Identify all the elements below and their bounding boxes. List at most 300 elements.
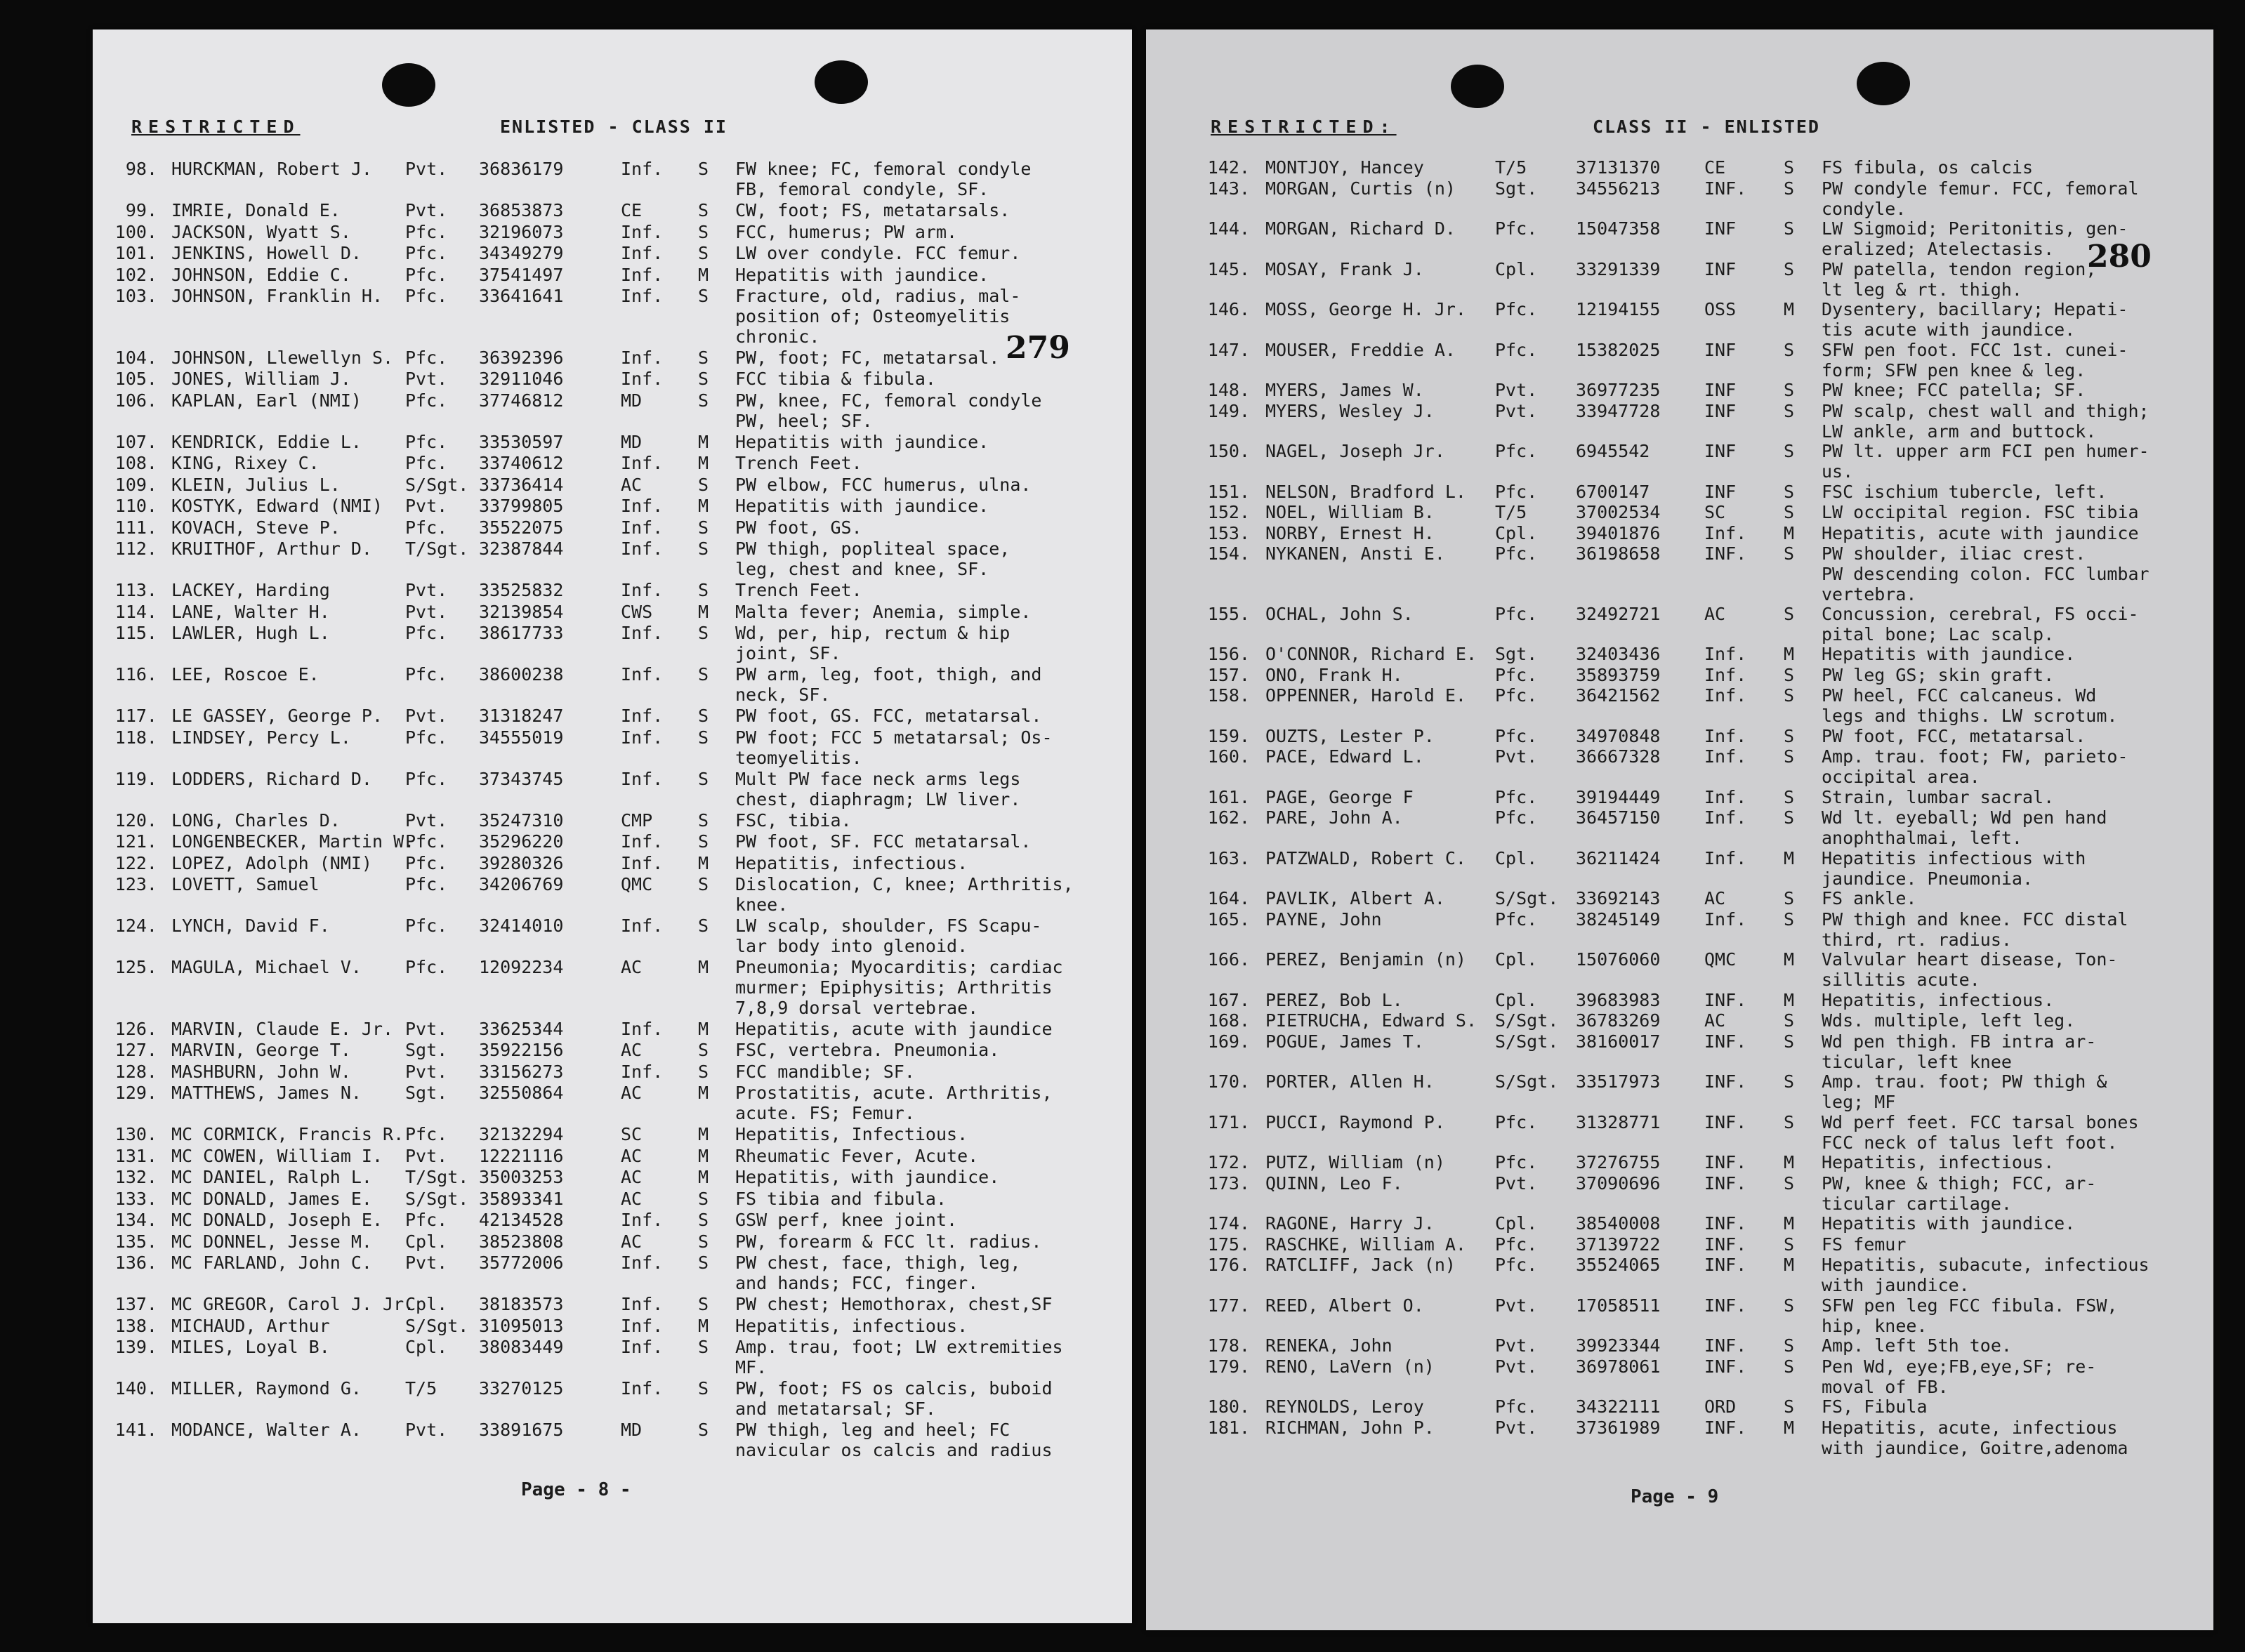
- entry-arm: CWS: [621, 601, 653, 622]
- entry-ms: S: [1784, 603, 1795, 624]
- entry-num: 168.: [1207, 1010, 1250, 1031]
- entry-name: QUINN, Leo F.: [1265, 1172, 1403, 1194]
- entry-arm: INF.: [1704, 1172, 1747, 1194]
- entry-serial: 33947728: [1576, 400, 1661, 421]
- entry-arm: Inf.: [1704, 847, 1747, 868]
- entry-ms: M: [698, 496, 709, 516]
- entry-num: 118.: [114, 727, 157, 748]
- entry-desc: Malta fever; Anemia, simple.: [735, 601, 1032, 622]
- entry-name: MOSAY, Frank J.: [1265, 258, 1424, 279]
- entry-ms: S: [698, 200, 709, 220]
- entry-desc: SFW pen foot. FCC 1st. cunei- form; SFW pen knee & leg.: [1822, 339, 2128, 381]
- entry-desc: Hepatitis with jaundice.: [1822, 644, 2076, 664]
- entry-name: OCHAL, John S.: [1265, 603, 1414, 624]
- entry-arm: AC: [621, 1083, 643, 1103]
- entry-ms: S: [698, 623, 709, 643]
- entry-serial: 32492721: [1576, 603, 1661, 624]
- entry-num: 98.: [125, 159, 157, 179]
- entry-serial: 33517973: [1576, 1071, 1661, 1092]
- entry-serial: 36667328: [1576, 746, 1661, 767]
- entry-desc: Hepatitis, acute with jaundice: [1822, 522, 2139, 543]
- entry-arm: AC: [621, 1040, 643, 1060]
- entry-serial: 32911046: [479, 369, 564, 389]
- entry-name: RICHMAN, John P.: [1265, 1417, 1435, 1438]
- entry-desc: Wds. multiple, left leg.: [1822, 1010, 2076, 1031]
- entry-num: 165.: [1207, 908, 1250, 930]
- entry-serial: 6945542: [1576, 441, 1650, 461]
- entry-name: PUCCI, Raymond P.: [1265, 1111, 1445, 1132]
- entry-desc: Fracture, old, radius, mal- position of; Osteomyelitis chronic.: [735, 286, 1021, 347]
- entry-name: PACE, Edward L.: [1265, 746, 1424, 767]
- entry-rank: Pfc.: [405, 831, 448, 852]
- entry-ms: S: [698, 1378, 709, 1399]
- entry-rank: Pvt.: [405, 601, 448, 622]
- entry-desc: FSC, vertebra. Pneumonia.: [735, 1040, 1000, 1060]
- entry-arm: AC: [621, 1167, 643, 1187]
- punch-hole-left: [382, 63, 435, 107]
- entry-ms: M: [1784, 1255, 1795, 1275]
- entry-rank: Sgt.: [1495, 178, 1538, 199]
- entry-ms: M: [1784, 1417, 1795, 1438]
- entry-arm: ORD: [1704, 1396, 1737, 1417]
- entry-serial: 34555019: [479, 727, 564, 748]
- entry-rank: Pfc.: [405, 664, 448, 685]
- entry-num: 147.: [1207, 339, 1250, 360]
- entry-ms: S: [1784, 685, 1795, 706]
- entry-rank: Pfc.: [405, 1210, 448, 1230]
- entry-desc: FS, Fibula: [1822, 1396, 1928, 1417]
- entry-desc: FSC ischium tubercle, left.: [1822, 481, 2107, 502]
- entry-rank: Pfc.: [1495, 441, 1538, 461]
- entry-ms: S: [1784, 1111, 1795, 1132]
- entry-ms: S: [698, 1061, 709, 1082]
- entry-rank: Pfc.: [1495, 664, 1538, 685]
- entry-num: 181.: [1207, 1417, 1250, 1438]
- entry-desc: Trench Feet.: [735, 453, 862, 473]
- entry-serial: 33625344: [479, 1018, 564, 1039]
- entry-ms: S: [1784, 1234, 1795, 1255]
- entry-rank: Pfc.: [1495, 685, 1538, 706]
- entry-name: RASCHKE, William A.: [1265, 1234, 1466, 1255]
- entry-name: KRUITHOF, Arthur D.: [171, 538, 372, 559]
- entry-num: 103.: [114, 286, 157, 306]
- entry-ms: S: [1784, 218, 1795, 239]
- entry-num: 128.: [114, 1061, 157, 1082]
- entry-rank: Pfc.: [1495, 218, 1538, 239]
- entry-desc: PW foot, GS. FCC, metatarsal.: [735, 706, 1042, 726]
- entry-desc: PW shoulder, iliac crest. PW descending colon. FCC lumbar vertebra.: [1822, 543, 2149, 604]
- entry-arm: QMC: [621, 874, 653, 894]
- entry-rank: Pvt.: [405, 580, 448, 600]
- entry-name: MORGAN, Curtis (n): [1265, 178, 1456, 199]
- entry-desc: Wd perf feet. FCC tarsal bones FCC neck of talus left foot.: [1822, 1111, 2139, 1153]
- entry-serial: 15382025: [1576, 339, 1661, 360]
- entry-desc: PW knee; FCC patella; SF.: [1822, 380, 2086, 400]
- entry-rank: Pfc.: [405, 957, 448, 977]
- entry-rank: Pfc.: [1495, 1255, 1538, 1275]
- entry-arm: Inf.: [1704, 664, 1747, 685]
- entry-arm: INF.: [1704, 1071, 1747, 1092]
- entry-ms: M: [698, 1145, 709, 1166]
- entry-serial: 38617733: [479, 623, 564, 643]
- entry-name: MC FARLAND, John C.: [171, 1253, 372, 1273]
- entry-arm: INF: [1704, 441, 1737, 461]
- entry-num: 148.: [1207, 380, 1250, 400]
- entry-rank: Sgt.: [405, 1040, 448, 1060]
- entry-num: 114.: [114, 601, 157, 622]
- entry-arm: SC: [621, 1124, 643, 1144]
- entry-rank: Pvt.: [1495, 1295, 1538, 1316]
- entry-desc: CW, foot; FS, metatarsals.: [735, 200, 1010, 220]
- entry-desc: Strain, lumbar sacral.: [1822, 786, 2055, 807]
- entry-arm: Inf.: [621, 517, 664, 538]
- entry-ms: M: [698, 601, 709, 622]
- entry-serial: 32196073: [479, 221, 564, 242]
- entry-num: 109.: [114, 474, 157, 495]
- entry-arm: Inf.: [621, 664, 664, 685]
- entry-name: ONO, Frank H.: [1265, 664, 1403, 685]
- entry-arm: INF: [1704, 258, 1737, 279]
- entry-name: NELSON, Bradford L.: [1265, 481, 1466, 502]
- entry-ms: S: [698, 664, 709, 685]
- entry-num: 116.: [114, 664, 157, 685]
- entry-num: 113.: [114, 580, 157, 600]
- entry-name: PEREZ, Bob L.: [1265, 989, 1403, 1010]
- entry-num: 125.: [114, 957, 157, 977]
- entry-num: 124.: [114, 916, 157, 936]
- entry-rank: Pvt.: [405, 496, 448, 516]
- entry-serial: 38245149: [1576, 908, 1661, 930]
- entry-name: MC DONALD, Joseph E.: [171, 1210, 383, 1230]
- entry-ms: M: [698, 1315, 709, 1336]
- entry-arm: AC: [621, 1231, 643, 1252]
- entry-serial: 35893341: [479, 1188, 564, 1209]
- left-document-page: [93, 29, 1132, 1623]
- entry-arm: Inf.: [1704, 685, 1747, 706]
- entry-num: 130.: [114, 1124, 157, 1144]
- entry-serial: 42134528: [479, 1210, 564, 1230]
- entry-ms: M: [698, 1083, 709, 1103]
- page-title: CLASS II - ENLISTED: [1593, 117, 1820, 137]
- entry-rank: Pvt.: [1495, 746, 1538, 767]
- entry-rank: Cpl.: [1495, 1213, 1538, 1234]
- entry-name: MONTJOY, Hancey: [1265, 157, 1424, 178]
- entry-name: PAGE, George F: [1265, 786, 1414, 807]
- entry-num: 163.: [1207, 847, 1250, 868]
- entry-ms: S: [698, 1294, 709, 1314]
- entry-rank: Pvt.: [1495, 1335, 1538, 1356]
- entry-serial: 34970848: [1576, 725, 1661, 746]
- entry-name: OPPENNER, Harold E.: [1265, 685, 1466, 706]
- entry-ms: S: [1784, 178, 1795, 199]
- entry-num: 172.: [1207, 1152, 1250, 1172]
- entry-name: PAYNE, John: [1265, 908, 1382, 930]
- entry-desc: Hepatitis with jaundice.: [735, 264, 989, 285]
- entry-desc: Mult PW face neck arms legs chest, diaphragm; LW liver.: [735, 768, 1021, 810]
- entry-num: 138.: [114, 1315, 157, 1336]
- entry-name: MC CORMICK, Francis R.: [171, 1124, 404, 1144]
- entry-serial: 39280326: [479, 852, 564, 873]
- entry-arm: INF.: [1704, 1356, 1747, 1377]
- entry-num: 151.: [1207, 481, 1250, 502]
- entry-name: LONGENBECKER, Martin W.: [171, 831, 415, 852]
- entry-rank: Pfc.: [405, 453, 448, 473]
- entry-serial: 36977235: [1576, 380, 1661, 400]
- entry-arm: CE: [621, 200, 643, 220]
- entry-arm: Inf.: [621, 286, 664, 306]
- entry-desc: Concussion, cerebral, FS occi- pital bone; Lac scalp.: [1822, 603, 2139, 645]
- entry-rank: Pfc.: [1495, 481, 1538, 502]
- entry-rank: Pfc.: [405, 768, 448, 789]
- entry-ms: S: [698, 1040, 709, 1060]
- entry-serial: 32132294: [479, 1124, 564, 1144]
- entry-ms: M: [698, 1167, 709, 1187]
- entry-serial: 35522075: [479, 517, 564, 538]
- entry-rank: Pfc.: [1495, 299, 1538, 319]
- entry-name: OUZTS, Lester P.: [1265, 725, 1435, 746]
- entry-name: LYNCH, David F.: [171, 916, 330, 936]
- entry-num: 161.: [1207, 786, 1250, 807]
- entry-ms: S: [698, 286, 709, 306]
- entry-desc: PW lt. upper arm FCI pen humer- us.: [1822, 441, 2149, 482]
- page-footer: Page - 8 -: [521, 1479, 631, 1500]
- entry-desc: FS fibula, os calcis: [1822, 157, 2034, 178]
- entry-ms: S: [1784, 380, 1795, 400]
- entry-name: RENO, LaVern (n): [1265, 1356, 1435, 1377]
- entry-name: LE GASSEY, George P.: [171, 706, 383, 726]
- entry-desc: FS femur: [1822, 1234, 1907, 1255]
- entry-ms: S: [1784, 908, 1795, 930]
- entry-name: NYKANEN, Ansti E.: [1265, 543, 1445, 564]
- entry-name: LOPEZ, Adolph (NMI): [171, 852, 372, 873]
- entry-ms: S: [1784, 664, 1795, 685]
- entry-rank: S/Sgt.: [405, 1188, 469, 1209]
- entry-serial: 35922156: [479, 1040, 564, 1060]
- entry-arm: Inf.: [621, 159, 664, 179]
- entry-arm: Inf.: [621, 727, 664, 748]
- entry-ms: S: [698, 1253, 709, 1273]
- entry-name: KOSTYK, Edward (NMI): [171, 496, 383, 516]
- entry-arm: Inf.: [621, 852, 664, 873]
- entry-serial: 35772006: [479, 1253, 564, 1273]
- entry-serial: 37139722: [1576, 1234, 1661, 1255]
- entry-arm: INF.: [1704, 1111, 1747, 1132]
- entry-serial: 35247310: [479, 810, 564, 831]
- entry-num: 126.: [114, 1018, 157, 1039]
- entry-ms: S: [698, 159, 709, 179]
- entry-desc: Wd pen thigh. FB intra ar- ticular, left knee: [1822, 1031, 2097, 1072]
- entry-rank: Pvt.: [405, 200, 448, 220]
- entry-desc: Amp. trau. foot; PW thigh & leg; MF: [1822, 1071, 2107, 1112]
- entry-num: 158.: [1207, 685, 1250, 706]
- entry-rank: Pfc.: [1495, 339, 1538, 360]
- entry-num: 166.: [1207, 949, 1250, 970]
- entry-arm: Inf.: [621, 1061, 664, 1082]
- entry-name: LANE, Walter H.: [171, 601, 330, 622]
- entry-arm: INF.: [1704, 1295, 1747, 1316]
- entry-num: 102.: [114, 264, 157, 285]
- entry-arm: Inf.: [621, 1315, 664, 1336]
- entry-rank: Pfc.: [405, 347, 448, 368]
- entry-name: MOUSER, Freddie A.: [1265, 339, 1456, 360]
- entry-num: 112.: [114, 538, 157, 559]
- entry-name: RATCLIFF, Jack (n): [1265, 1255, 1456, 1275]
- entry-name: JOHNSON, Franklin H.: [171, 286, 383, 306]
- entry-serial: 12221116: [479, 1145, 564, 1166]
- entry-serial: 31095013: [479, 1315, 564, 1336]
- entry-serial: 34206769: [479, 874, 564, 894]
- entry-name: LODDERS, Richard D.: [171, 768, 372, 789]
- entry-num: 117.: [114, 706, 157, 726]
- entry-name: LINDSEY, Percy L.: [171, 727, 351, 748]
- entry-arm: CE: [1704, 157, 1726, 178]
- entry-desc: PW foot; FCC 5 metatarsal; Os- teomyelitis.: [735, 727, 1053, 768]
- entry-desc: Hepatitis, infectious.: [1822, 1152, 2055, 1172]
- entry-arm: OSS: [1704, 299, 1737, 319]
- entry-rank: Pfc.: [405, 243, 448, 263]
- entry-serial: 36198658: [1576, 543, 1661, 564]
- entry-num: 169.: [1207, 1031, 1250, 1052]
- entry-num: 167.: [1207, 989, 1250, 1010]
- entry-name: PORTER, Allen H.: [1265, 1071, 1435, 1092]
- entry-name: PIETRUCHA, Edward S.: [1265, 1010, 1477, 1031]
- entry-name: NAGEL, Joseph Jr.: [1265, 441, 1445, 461]
- entry-ms: S: [698, 221, 709, 242]
- entry-arm: AC: [1704, 888, 1726, 908]
- entry-name: RAGONE, Harry J.: [1265, 1213, 1435, 1234]
- entry-rank: Pfc.: [405, 286, 448, 306]
- punch-hole-right: [1857, 62, 1910, 105]
- entry-name: MC DANIEL, Ralph L.: [171, 1167, 372, 1187]
- entry-num: 129.: [114, 1083, 157, 1103]
- entry-num: 134.: [114, 1210, 157, 1230]
- entry-desc: PW arm, leg, foot, thigh, and neck, SF.: [735, 664, 1042, 705]
- entry-ms: M: [1784, 847, 1795, 868]
- entry-ms: S: [698, 1210, 709, 1230]
- entry-rank: T/5: [405, 1378, 437, 1399]
- entry-ms: S: [698, 1337, 709, 1357]
- entry-desc: Rheumatic Fever, Acute.: [735, 1145, 979, 1166]
- restricted-header: RESTRICTED:: [1211, 117, 1397, 137]
- entry-rank: Pfc.: [405, 623, 448, 643]
- entry-serial: 38600238: [479, 664, 564, 685]
- entry-arm: Inf.: [621, 580, 664, 600]
- entry-desc: PW leg GS; skin graft.: [1822, 664, 2055, 685]
- entry-ms: S: [1784, 1295, 1795, 1316]
- entry-arm: MD: [621, 390, 643, 411]
- entry-arm: Inf.: [621, 1378, 664, 1399]
- entry-num: 141.: [114, 1420, 157, 1440]
- entry-desc: Dislocation, C, knee; Arthritis, knee.: [735, 874, 1074, 915]
- entry-desc: LW scalp, shoulder, FS Scapu- lar body into glenoid.: [735, 916, 1042, 956]
- entry-arm: Inf.: [1704, 908, 1747, 930]
- entry-num: 153.: [1207, 522, 1250, 543]
- entry-desc: PW, forearm & FCC lt. radius.: [735, 1231, 1042, 1252]
- entry-serial: 38183573: [479, 1294, 564, 1314]
- page-stamp-number: 279: [1006, 330, 1070, 366]
- entry-rank: Pfc.: [1495, 908, 1538, 930]
- entry-serial: 37131370: [1576, 157, 1661, 178]
- entry-name: NOEL, William B.: [1265, 502, 1435, 522]
- entry-rank: Pvt.: [1495, 400, 1538, 421]
- entry-desc: Dysentery, bacillary; Hepati- tis acute with jaundice.: [1822, 299, 2128, 340]
- entry-num: 159.: [1207, 725, 1250, 746]
- entry-arm: Inf.: [621, 369, 664, 389]
- entry-rank: S/Sgt.: [1495, 1071, 1559, 1092]
- entry-desc: FCC tibia & fibula.: [735, 369, 936, 389]
- entry-rank: Pfc.: [1495, 603, 1538, 624]
- entry-ms: M: [1784, 522, 1795, 543]
- entry-ms: S: [698, 580, 709, 600]
- entry-arm: INF.: [1704, 1335, 1747, 1356]
- entry-arm: Inf.: [1704, 786, 1747, 807]
- entry-desc: Trench Feet.: [735, 580, 862, 600]
- entry-ms: M: [1784, 989, 1795, 1010]
- entry-desc: PW condyle femur. FCC, femoral condyle.: [1822, 178, 2139, 219]
- entry-arm: INF.: [1704, 178, 1747, 199]
- entry-serial: 35003253: [479, 1167, 564, 1187]
- entry-ms: S: [1784, 1396, 1795, 1417]
- entry-serial: 32387844: [479, 538, 564, 559]
- entry-serial: 36836179: [479, 159, 564, 179]
- entry-rank: Pfc.: [405, 874, 448, 894]
- entry-rank: Cpl.: [1495, 258, 1538, 279]
- entry-num: 156.: [1207, 644, 1250, 664]
- entry-arm: AC: [621, 1145, 643, 1166]
- entry-name: MICHAUD, Arthur: [171, 1315, 330, 1336]
- entry-serial: 32414010: [479, 916, 564, 936]
- entry-rank: T/5: [1495, 502, 1527, 522]
- entry-arm: Inf.: [621, 1253, 664, 1273]
- entry-arm: Inf.: [1704, 807, 1747, 828]
- entry-num: 179.: [1207, 1356, 1250, 1377]
- entry-serial: 36392396: [479, 347, 564, 368]
- entry-serial: 33692143: [1576, 888, 1661, 908]
- entry-name: REYNOLDS, Leroy: [1265, 1396, 1424, 1417]
- entry-rank: Cpl.: [405, 1337, 448, 1357]
- entry-serial: 31328771: [1576, 1111, 1661, 1132]
- entry-ms: S: [1784, 339, 1795, 360]
- entry-arm: Inf.: [621, 243, 664, 263]
- entry-name: LEE, Roscoe E.: [171, 664, 320, 685]
- entry-ms: S: [698, 390, 709, 411]
- entry-ms: S: [1784, 1356, 1795, 1377]
- entry-serial: 12194155: [1576, 299, 1661, 319]
- entry-num: 175.: [1207, 1234, 1250, 1255]
- entry-num: 135.: [114, 1231, 157, 1252]
- entry-serial: 39194449: [1576, 786, 1661, 807]
- entry-arm: Inf.: [621, 264, 664, 285]
- entry-num: 176.: [1207, 1255, 1250, 1275]
- entry-serial: 34556213: [1576, 178, 1661, 199]
- entry-arm: Inf.: [1704, 522, 1747, 543]
- entry-name: MC DONALD, James E.: [171, 1188, 372, 1209]
- entry-ms: S: [698, 810, 709, 831]
- entry-rank: Pfc.: [1495, 543, 1538, 564]
- entry-arm: QMC: [1704, 949, 1737, 970]
- right-document-page: [1146, 29, 2213, 1630]
- entry-desc: FSC, tibia.: [735, 810, 852, 831]
- entry-ms: S: [698, 1231, 709, 1252]
- entry-desc: PW scalp, chest wall and thigh; LW ankle, arm and buttock.: [1822, 400, 2149, 442]
- entry-arm: INF: [1704, 218, 1737, 239]
- entry-num: 106.: [114, 390, 157, 411]
- entry-arm: MD: [621, 1420, 643, 1440]
- entry-serial: 36783269: [1576, 1010, 1661, 1031]
- entry-num: 139.: [114, 1337, 157, 1357]
- entry-num: 110.: [114, 496, 157, 516]
- entry-ms: S: [1784, 157, 1795, 178]
